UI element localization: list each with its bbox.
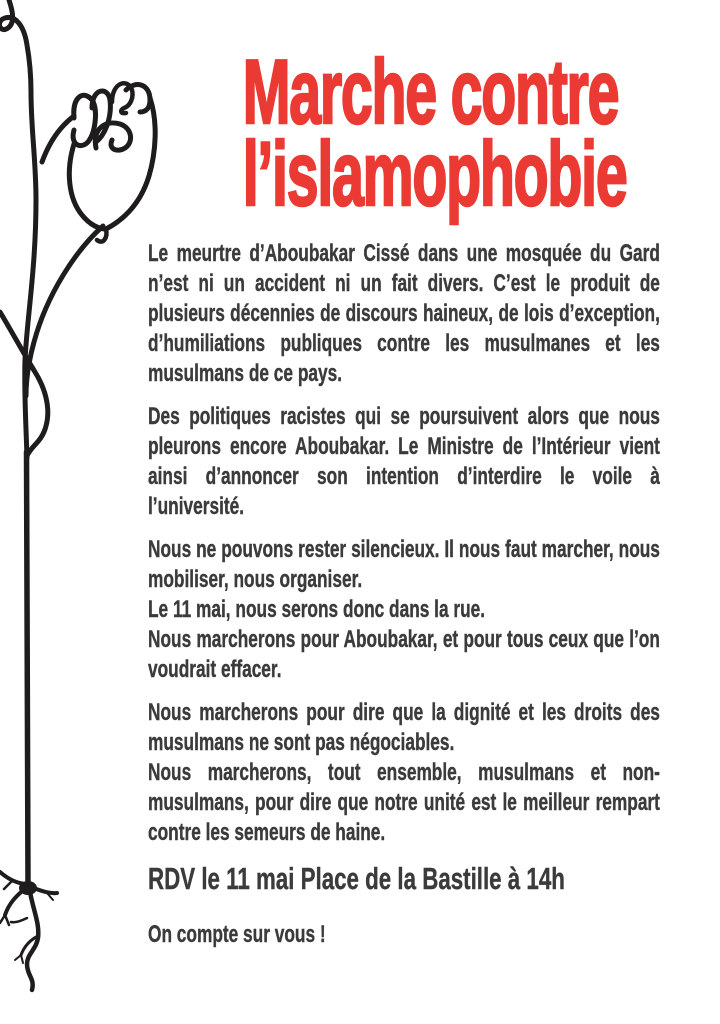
paragraph-text: Nous marcherons, tout ensemble, musulmans et non-musulmans, pour dire que notre unité est le meilleur rempart contre les semeurs de haine. <box>148 759 660 846</box>
paragraph-text: Le 11 mai, nous serons donc dans la rue. <box>148 596 486 623</box>
title-line-1: Marche contre <box>242 42 619 143</box>
root-branch-left-up <box>0 872 28 884</box>
poster-content <box>148 0 660 950</box>
fist-palm-bottom <box>69 144 106 229</box>
body-paragraph-1 <box>148 239 660 389</box>
root-twig-1 <box>4 881 12 889</box>
sprout-curl-stem <box>0 0 36 458</box>
meetup-heading: RDV le 11 mai Place de la Bastille à 14h <box>148 861 565 896</box>
paragraph-text: Des politiques racistes qui se poursuivent alors que nous pleurons encore Aboubakar. Le Ministre de l’Intérieur vient ainsi d’annoncer son intention d’interdire le voile à l’université. <box>148 403 660 520</box>
title-line-2: l’islamophobie <box>242 124 627 225</box>
fist-top-knuckle <box>126 85 150 112</box>
body-paragraph-4 <box>148 698 660 848</box>
stem-line <box>27 452 29 884</box>
paragraph-text: Nous ne pouvons rester silencieux. Il nous faut marcher, nous mobiliser, nous organiser. <box>148 536 660 593</box>
body-paragraph-3 <box>148 535 660 685</box>
root-small-rootlet <box>11 918 27 922</box>
closing-line: On compte sur vous ! <box>148 921 326 948</box>
page-title <box>148 42 660 225</box>
raised-fist-illustration <box>0 0 170 1000</box>
paragraph-text: Le meurtre d’Aboubakar Cissé dans une mosquée du Gard n’est ni un accident ni un fait divers. C’est le produit de plusieurs décennies de discours haineux, de lois d’exception, d’humiliations publiques contre les musulmanes et les musulmans de ce pays. <box>148 240 660 387</box>
arm-arc <box>26 226 103 396</box>
body-paragraph-2 <box>148 402 660 522</box>
paragraph-text: Nous marcherons pour dire que la dignité et les droits des musulmans ne sont pas négociables. <box>148 699 660 756</box>
root-branch-left-down <box>5 888 26 915</box>
paragraph-text: Nous marcherons pour Aboubakar, et pour tous ceux que l’on voudrait effacer. <box>148 626 660 683</box>
root-fork-1 <box>0 915 9 925</box>
body-text <box>148 239 660 950</box>
root-fork-2 <box>15 955 23 963</box>
